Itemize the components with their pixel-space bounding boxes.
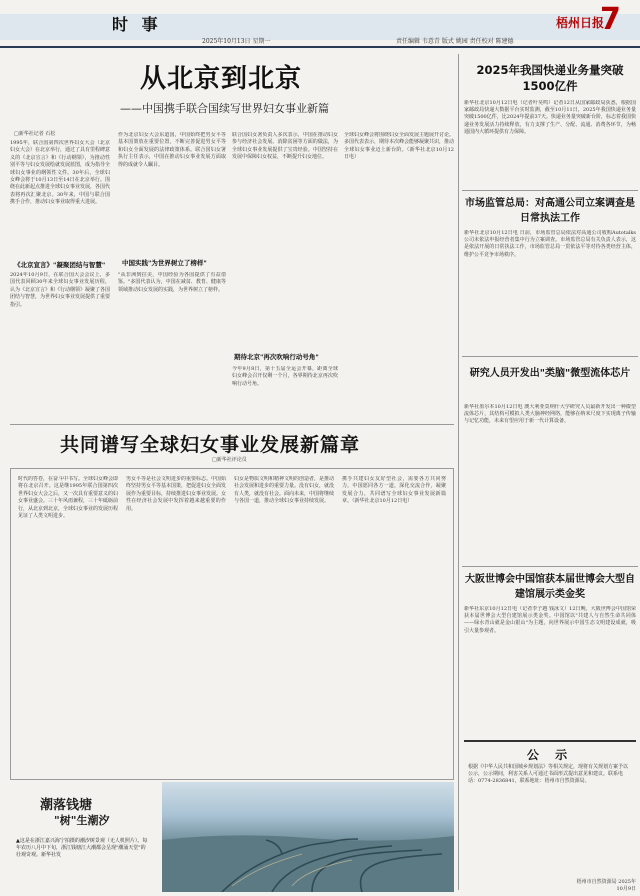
lead-subhead-1: 《北京宣言》"凝聚团结与智慧" (14, 261, 106, 269)
lead-byline: □新华社记者 石松 (14, 131, 56, 137)
chip-headline: 研究人员开发出"类脑"微型流体芯片 (469, 368, 631, 379)
tidal-tree-photo (162, 782, 454, 892)
second-col-1: 时代的答卷，在奋斗中书写。全球妇女峰会即将在北京召开。这是继1995年联合国第四次世界妇女大会之后，又一次具有重要意义的妇女事业盛会。三十年风雨兼程，三十年砥砺前行，从北京到北京，全球妇女事业的发展历程见证了人类文明进步。 (18, 476, 118, 520)
lead-col-2: 作为北京妇女大会东道国，中国始终把男女平等基本国策放在重要位置，不断完善促进男女平等和妇女全面发展的法律政策体系。联合国妇女署执行主任表示，中国在推动妇女事业发展方面取得的成就令人瞩目。 (118, 132, 226, 168)
second-headline: 共同谱写全球妇女事业发展新篇章 (60, 434, 361, 456)
lead-subhead-3: 期待北京"再次吹响行动号角" (234, 353, 319, 361)
feature-subtitle: "树"生潮汐 (54, 814, 110, 827)
second-col-4: 携手共建妇女友好型社会，需要各方共同努力。中国愿同各方一道，深化交流合作，凝聚发展合力，共同谱写全球妇女事业发展新篇章。（新华社北京10月12日电） (342, 476, 446, 505)
second-byline: □新华社评论员 (212, 457, 247, 463)
section-divider (10, 424, 454, 425)
lead-col-2b: "从非洲到拉美，中国经验为各国提供了有益借鉴。"多国代表认为，中国在减贫、教育、健康等领域推动妇女发展的实践，为世界树立了榜样。 (118, 272, 226, 293)
notice-body: 根据《中华人民共和国城乡规划法》等相关规定，现将有关规划方案予以公示，公示期间，利害关系人可通过书面形式提出意见和建议。联系电话：0774-2836841，联系地址：梧州市自然资源局。 (468, 764, 629, 784)
paper-logo: 梧州日报 (556, 16, 605, 30)
column-divider (458, 54, 459, 890)
lead-subheadline: ——中国携手联合国续写世界妇女事业新篇 (120, 102, 329, 115)
lead-col-1b: 2024年10月9日，在联合国大会会议上，多国代表回顾30年来全球妇女事业发展历程，认为《北京宣言》和《行动纲领》凝聚了各国团结与智慧，为世界妇女事业发展提供了重要指引。 (10, 272, 110, 308)
second-col-2: 男女平等是社会文明进步的重要标志。中国始终坚持男女平等基本国策，把促进妇女全面发展作为重要目标，持续推进妇女事业发展。女性在经济社会发展中发挥着越来越重要的作用。 (126, 476, 226, 512)
page-number: 7 (600, 2, 621, 37)
notice-signature: 梧州市自然资源局 2025年10月9日 (576, 879, 636, 892)
header-band (0, 14, 640, 40)
right-divider-1 (462, 190, 638, 191)
lead-col-4: 全球妇女峰会将围绕妇女全面发展主题展开讨论。多国代表表示，期待本次峰会能够凝聚共识，推动全球妇女事业迈上新台阶。（新华社北京10月12日电） (344, 132, 454, 161)
right-divider-3 (462, 566, 638, 567)
tidal-tree-photo-art (162, 782, 454, 892)
chip-body: 新华社墨尔本10月12日电 澳大利亚莫纳什大学研究人员最新开发出一种微型流体芯片，其结构可模拟人类大脑神经网络，能够在纳米尺度下实现离子传输与记忆功能，未来有望应用于新一代计算设备。 (464, 404, 636, 425)
qualcomm-body: 新华社北京10月12日电 日前，市场监管总局依法对高通公司收购Autotalks公司未依法申报经营者集中行为立案调查。市场监管总局有关负责人表示，这是依法开展的日常执法工作，市场监管总局一贯依法平等对待各类经营主体，维护公平竞争市场秩序。 (464, 230, 636, 258)
notice-title: 公 示 (526, 748, 574, 762)
page-header (0, 0, 640, 46)
lead-col-1: 1995年，联合国第四次世界妇女大会（北京妇女大会）在北京举行，通过了具有里程碑意义的《北京宣言》和《行动纲领》，为推动性别平等与妇女发展绘就发展蓝图，成为指导全球妇女事业的纲领性文件。30年后，全球妇女峰会将于10月13日至14日在北京举行。围绕在此新起点推进全球妇女事业发展，各国代表将再次汇聚北京。30年来，中国与联合国携手合作，推动妇女事业取得重大进展。 (10, 140, 110, 206)
express-headline: 2025年我国快递业务量突破1500亿件 (476, 63, 624, 93)
issue-date: 2025年10月13日 星期一 (202, 38, 271, 45)
second-col-3: 妇女是物质文明和精神文明的创造者，是推动社会发展和进步的重要力量。没有妇女，就没有人类，就没有社会。面向未来，中国将继续与各国一道，推动全球妇女事业持续发展。 (234, 476, 334, 505)
expo-body: 新华社东京10月12日电（记者李子越 钱泳文）12日晚，大阪世博会中国馆荣获本届世博会大型自建馆展示类金奖。中国馆以"共建人与自然生命共同体——绿水青山就是金山银山"为主题，向世界展示中国生态文明建设成就，吸引大量参观者。 (464, 606, 636, 634)
lead-col-3: 联合国妇女署负责人多次表示，中国在推动妇女参与经济社会发展、消除贫困等方面的做法，为全球妇女事业发展提供了宝贵经验。中国坚持在发展中保障妇女权益，不断提升妇女地位。 (232, 132, 338, 161)
section-title: 时 事 (112, 15, 162, 34)
editor-credits: 责任编辑 韦意青 版式 姚园 责任校对 陈建德 (396, 38, 514, 45)
lead-col-3b: 今年9月8日，第十五届全运会开幕，距离全球妇女峰会召开仅剩一个月，各界期待北京再次吹响行动号角。 (232, 366, 338, 387)
feature-title: 潮落钱塘 (40, 798, 93, 813)
express-body: 新华社北京10月12日电（记者叶昊鸣）记者12日从国家邮政局获悉，根据国家邮政局快递大数据平台实时监测，截至10月11日，2025年我国快递业务量突破1500亿件，比2024年提前37天。快递业务量突破新台阶，标志着我国快递业务发展活力持续释放，有力支撑了生产、分配、流通、消费各环节，为畅通国内大循环提供有力保障。 (464, 100, 636, 135)
header-rule (0, 46, 640, 48)
expo-headline: 大阪世博会中国馆获本届世博会大型自建馆展示类金奖 (465, 574, 635, 600)
notice-rule (464, 740, 636, 742)
public-notice (464, 740, 636, 892)
lead-headline: 从北京到北京 (140, 64, 303, 94)
right-divider-2 (462, 356, 638, 357)
lead-subhead-2: 中国实践"为世界树立了榜样" (122, 259, 207, 267)
qualcomm-headline: 市场监管总局：对高通公司立案调查是日常执法工作 (465, 198, 635, 224)
feature-caption: ▲这是在浙江嘉兴海宁拍摄的潮汐树景观（无人机照片）。每年农历八月中下旬，浙江钱塘江大潮都会呈现"潮涌天堂"的壮观奇观。新华社发 (16, 838, 148, 858)
